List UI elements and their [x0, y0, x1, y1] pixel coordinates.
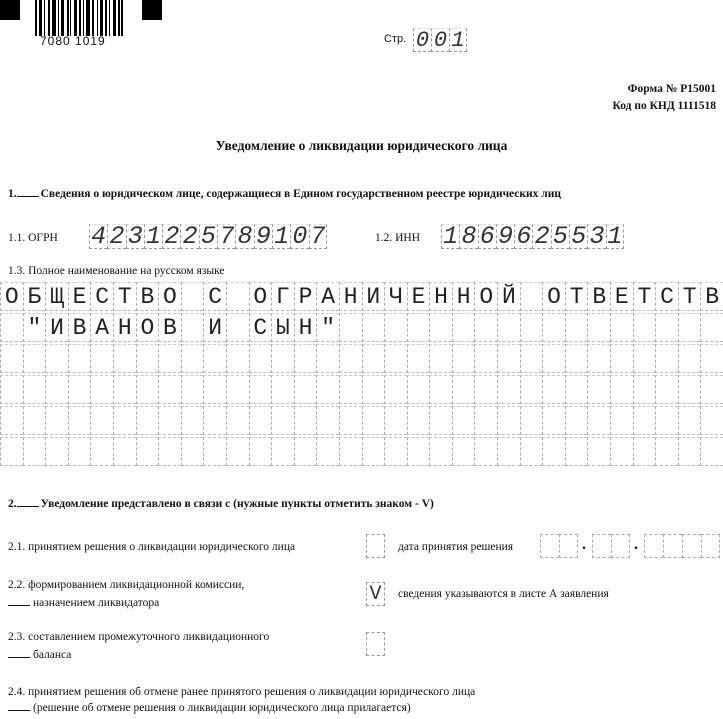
inn-cell — [478, 224, 496, 249]
name-char-cell — [678, 375, 701, 404]
name-char-cell — [700, 406, 723, 435]
name-char-cell — [520, 344, 543, 373]
name-char-cell — [68, 344, 91, 373]
name-char-cell — [271, 437, 294, 466]
name-char-cell — [700, 375, 723, 404]
name-char-cell — [565, 437, 588, 466]
item1-label: 2.1. принятием решения о ликвидации юридического лица — [8, 541, 296, 553]
name-char-cell — [68, 437, 91, 466]
name-char-cell — [655, 344, 678, 373]
name-char-cell — [271, 406, 294, 435]
name-char-cell — [520, 282, 543, 311]
name-char-cell — [610, 313, 633, 342]
fullname-line-2[interactable] — [0, 313, 723, 342]
corner-marker-left — [0, 0, 20, 20]
name-char-cell — [655, 375, 678, 404]
name-char-cell — [497, 313, 520, 342]
name-char-cell — [678, 437, 701, 466]
name-char-cell — [474, 406, 497, 435]
inn-cell — [459, 224, 477, 249]
name-char-cell — [113, 406, 136, 435]
name-char-cell: О — [136, 313, 159, 342]
inn-label: 1.2. ИНН — [375, 232, 421, 244]
ogrn-cell — [107, 224, 125, 249]
name-char-cell — [45, 375, 68, 404]
name-char-cell — [249, 344, 272, 373]
name-char-cell — [700, 313, 723, 342]
name-char-cell — [452, 437, 475, 466]
fullname-line-4[interactable] — [0, 375, 723, 404]
inn-cell — [606, 224, 624, 249]
decision-date-month[interactable] — [592, 534, 630, 558]
fullname-line-3[interactable] — [0, 344, 723, 373]
name-char-cell — [542, 375, 565, 404]
item2-label-line2-text: назначением ликвидатора — [33, 597, 160, 609]
ogrn-cell — [290, 224, 308, 249]
ogrn-cell — [272, 224, 290, 249]
name-char-cell: Н — [294, 313, 317, 342]
name-char-cell — [316, 375, 339, 404]
inn-digit: 3 — [589, 222, 605, 251]
name-char-cell — [429, 313, 452, 342]
name-char-cell — [339, 437, 362, 466]
name-char-cell — [452, 375, 475, 404]
item1-date-label: дата принятия решения — [398, 541, 514, 553]
name-char-cell — [474, 375, 497, 404]
section2-heading-text: Уведомление представлено в связи с (нужные пункты отметить знаком - V) — [40, 498, 434, 510]
name-char-cell — [384, 406, 407, 435]
item4-label-line1: 2.4. принятием решения об отмене ранее принятого решения о ликвидации юридического лица — [8, 686, 476, 698]
name-char-cell: " — [23, 313, 46, 342]
ogrn-digit: 5 — [200, 222, 216, 251]
name-char-cell: И — [45, 313, 68, 342]
name-char-cell: В — [68, 313, 91, 342]
ogrn-cell — [235, 224, 253, 249]
name-char-cell — [384, 375, 407, 404]
name-char-cell — [226, 344, 249, 373]
inn-cell — [587, 224, 605, 249]
name-char-cell — [610, 406, 633, 435]
item3-label-line2-text: баланса — [33, 649, 72, 661]
name-char-cell: С — [655, 282, 678, 311]
ogrn-digit: 1 — [146, 222, 162, 251]
name-char-cell — [407, 344, 430, 373]
name-char-cell — [181, 406, 204, 435]
page-number-digit: 1 — [451, 27, 465, 53]
name-char-cell: В — [700, 282, 723, 311]
name-char-cell — [587, 406, 610, 435]
name-char-cell: Ч — [384, 282, 407, 311]
ogrn-digit: 2 — [182, 222, 198, 251]
name-char-cell: Н — [452, 282, 475, 311]
item3-label-line1: 2.3. составлением промежуточного ликвидационного — [8, 631, 270, 643]
ogrn-cell — [144, 224, 162, 249]
name-char-cell — [474, 313, 497, 342]
name-char-cell — [497, 344, 520, 373]
name-char-cell — [271, 375, 294, 404]
inn-digit: 5 — [571, 222, 587, 251]
name-char-cell — [520, 375, 543, 404]
name-char-cell — [362, 437, 385, 466]
name-char-cell: Т — [678, 282, 701, 311]
name-char-cell — [113, 344, 136, 373]
name-char-cell: И — [362, 282, 385, 311]
name-char-cell — [610, 437, 633, 466]
inn-digit: 2 — [534, 222, 550, 251]
name-char-cell: О — [249, 282, 272, 311]
inn-digit: 9 — [498, 222, 514, 251]
name-char-cell — [316, 344, 339, 373]
name-char-cell: В — [158, 313, 181, 342]
inn-cell — [496, 224, 514, 249]
name-char-cell — [203, 344, 226, 373]
fullname-line-5[interactable] — [0, 406, 723, 435]
name-char-cell — [610, 375, 633, 404]
name-char-cell — [520, 406, 543, 435]
name-char-cell — [362, 344, 385, 373]
name-char-cell — [316, 406, 339, 435]
inn-cell — [532, 224, 550, 249]
name-char-cell: В — [587, 282, 610, 311]
name-char-cell — [587, 437, 610, 466]
name-char-cell — [429, 437, 452, 466]
inn-cell — [569, 224, 587, 249]
ogrn-cell — [199, 224, 217, 249]
name-char-cell — [203, 437, 226, 466]
name-char-cell — [339, 313, 362, 342]
item1-checkbox[interactable] — [366, 534, 385, 558]
name-char-cell — [565, 344, 588, 373]
name-char-cell — [294, 344, 317, 373]
name-char-cell — [700, 344, 723, 373]
name-char-cell — [633, 313, 656, 342]
name-char-cell — [226, 282, 249, 311]
name-char-cell — [0, 406, 23, 435]
name-char-cell — [271, 344, 294, 373]
name-char-cell — [542, 406, 565, 435]
name-char-cell — [90, 406, 113, 435]
item4-label-line2 — [8, 702, 411, 714]
name-char-cell — [497, 375, 520, 404]
item2-label-line2 — [8, 597, 159, 609]
name-char-cell — [655, 313, 678, 342]
ogrn-cell — [254, 224, 272, 249]
name-char-cell — [384, 437, 407, 466]
inn-digit: 5 — [552, 222, 568, 251]
name-char-cell — [678, 313, 701, 342]
decision-date-year[interactable] — [644, 534, 720, 558]
name-char-cell — [565, 375, 588, 404]
name-char-cell — [158, 406, 181, 435]
name-char-cell — [474, 437, 497, 466]
name-char-cell — [452, 344, 475, 373]
ogrn-cell — [162, 224, 180, 249]
page-number-cells — [413, 28, 467, 52]
name-char-cell — [542, 437, 565, 466]
name-char-cell — [23, 375, 46, 404]
ogrn-cell — [309, 224, 327, 249]
inn-field[interactable] — [441, 224, 624, 249]
name-char-cell — [136, 406, 159, 435]
ogrn-digit: 0 — [292, 222, 308, 251]
name-char-cell — [362, 406, 385, 435]
ogrn-cell — [180, 224, 198, 249]
name-char-cell — [542, 344, 565, 373]
name-char-cell: Н — [113, 313, 136, 342]
ogrn-cell — [217, 224, 235, 249]
name-char-cell: Й — [497, 282, 520, 311]
name-char-cell — [181, 437, 204, 466]
name-char-cell — [678, 406, 701, 435]
item2-checkbox[interactable] — [366, 582, 385, 606]
name-char-cell — [136, 344, 159, 373]
page-title: Уведомление о ликвидации юридического лица — [215, 138, 508, 153]
name-char-cell — [45, 437, 68, 466]
name-char-cell — [678, 344, 701, 373]
name-char-cell — [294, 437, 317, 466]
name-char-cell — [90, 437, 113, 466]
name-char-cell: С — [203, 282, 226, 311]
name-char-cell — [700, 437, 723, 466]
name-char-cell — [226, 313, 249, 342]
decision-date-day[interactable] — [540, 534, 578, 558]
name-char-cell: Т — [565, 282, 588, 311]
name-char-cell — [407, 406, 430, 435]
name-char-cell — [520, 313, 543, 342]
name-char-cell — [23, 437, 46, 466]
name-char-cell — [181, 282, 204, 311]
name-char-cell — [294, 375, 317, 404]
ogrn-digit: 1 — [274, 222, 290, 251]
ogrn-digit: 9 — [255, 222, 271, 251]
name-char-cell — [362, 375, 385, 404]
ogrn-digit: 7 — [219, 222, 235, 251]
inn-cell — [441, 224, 459, 249]
name-char-cell — [520, 437, 543, 466]
name-char-cell: Е — [610, 282, 633, 311]
name-char-cell — [23, 344, 46, 373]
inn-digit: 1 — [443, 222, 459, 251]
name-char-cell — [407, 313, 430, 342]
name-char-cell: И — [203, 313, 226, 342]
name-char-cell: О — [474, 282, 497, 311]
name-char-cell: Р — [294, 282, 317, 311]
date-separator: . — [634, 536, 638, 553]
item2-note: сведения указываются в листе А заявления — [398, 588, 609, 600]
inn-digit: 8 — [461, 222, 477, 251]
name-char-cell: О — [542, 282, 565, 311]
name-char-cell — [542, 313, 565, 342]
inn-digit: 6 — [516, 222, 532, 251]
name-char-cell: Б — [23, 282, 46, 311]
inn-cell — [514, 224, 532, 249]
name-char-cell — [587, 344, 610, 373]
name-char-cell — [587, 313, 610, 342]
name-char-cell — [633, 437, 656, 466]
name-char-cell — [249, 375, 272, 404]
name-char-cell — [181, 375, 204, 404]
name-char-cell — [565, 406, 588, 435]
name-char-cell — [429, 375, 452, 404]
name-char-cell — [339, 375, 362, 404]
name-char-cell — [203, 375, 226, 404]
name-char-cell: Т — [113, 282, 136, 311]
barcode-number: 7080 1019 — [40, 34, 106, 48]
name-char-cell — [384, 313, 407, 342]
fullname-line-1[interactable] — [0, 282, 723, 311]
name-char-cell — [158, 437, 181, 466]
ogrn-digit: 4 — [91, 222, 107, 251]
name-char-cell — [68, 375, 91, 404]
inn-digit: 1 — [607, 222, 623, 251]
name-char-cell — [429, 406, 452, 435]
name-char-cell — [452, 406, 475, 435]
name-char-cell — [407, 375, 430, 404]
name-char-cell — [497, 437, 520, 466]
section1-heading — [8, 188, 561, 200]
name-char-cell — [113, 437, 136, 466]
ogrn-digit: 2 — [109, 222, 125, 251]
section1-heading-text: Сведения о юридическом лице, содержащиеся в Едином государственном реестре юридических лиц — [40, 188, 561, 200]
name-char-cell — [158, 344, 181, 373]
name-char-cell — [0, 344, 23, 373]
inn-cell — [551, 224, 569, 249]
name-char-cell — [565, 313, 588, 342]
page-number-digit: 0 — [433, 27, 448, 53]
name-char-cell — [68, 406, 91, 435]
name-char-cell — [90, 344, 113, 373]
fullname-line-6[interactable] — [0, 437, 723, 466]
name-char-cell: О — [0, 282, 23, 311]
inn-digit: 6 — [479, 222, 495, 251]
name-char-cell — [294, 406, 317, 435]
name-char-cell: А — [316, 282, 339, 311]
name-char-cell — [226, 406, 249, 435]
name-char-cell — [474, 344, 497, 373]
name-char-cell — [226, 437, 249, 466]
name-char-cell — [384, 344, 407, 373]
name-char-cell — [452, 313, 475, 342]
name-char-cell — [362, 313, 385, 342]
item2-check-mark: V — [369, 582, 382, 606]
name-char-cell — [226, 375, 249, 404]
barcode — [35, 0, 133, 36]
name-char-cell — [316, 437, 339, 466]
page-label: Стр. — [384, 33, 407, 45]
name-char-cell: В — [136, 282, 159, 311]
fullname-label: 1.3. Полное наименование на русском языке — [8, 265, 225, 277]
name-char-cell — [113, 375, 136, 404]
ogrn-digit: 7 — [310, 222, 326, 251]
name-char-cell: С — [249, 313, 272, 342]
ogrn-digit: 8 — [237, 222, 253, 251]
name-char-cell: " — [316, 313, 339, 342]
section2-number: 2. — [8, 498, 17, 510]
name-char-cell — [181, 344, 204, 373]
ogrn-label: 1.1. ОГРН — [8, 232, 58, 244]
name-char-cell — [633, 375, 656, 404]
name-char-cell — [407, 437, 430, 466]
name-char-cell — [339, 344, 362, 373]
knd-code: Код по КНД 1111518 — [612, 100, 716, 112]
name-char-cell — [633, 406, 656, 435]
name-char-cell — [158, 375, 181, 404]
page-number-cell — [449, 28, 467, 52]
section2-heading — [8, 498, 434, 510]
corner-marker-right — [142, 0, 162, 20]
name-char-cell — [90, 375, 113, 404]
name-char-cell — [587, 375, 610, 404]
name-char-cell — [429, 344, 452, 373]
name-char-cell — [136, 437, 159, 466]
name-char-cell — [497, 406, 520, 435]
ogrn-cell — [89, 224, 107, 249]
name-char-cell: Е — [68, 282, 91, 311]
name-char-cell: О — [158, 282, 181, 311]
name-char-cell: Щ — [45, 282, 68, 311]
name-char-cell — [655, 437, 678, 466]
name-char-cell — [45, 406, 68, 435]
name-char-cell: Ы — [271, 313, 294, 342]
name-char-cell — [181, 313, 204, 342]
name-char-cell — [23, 406, 46, 435]
item4-label-line2-text: (решение об отмене решения о ликвидации юридического лица прилагается) — [33, 702, 411, 714]
name-char-cell — [655, 406, 678, 435]
ogrn-field[interactable] — [89, 224, 327, 249]
name-char-cell — [249, 437, 272, 466]
name-char-cell: С — [90, 282, 113, 311]
name-char-cell: Н — [429, 282, 452, 311]
item3-checkbox[interactable] — [366, 632, 385, 656]
name-char-cell: Н — [339, 282, 362, 311]
name-char-cell: Г — [271, 282, 294, 311]
name-char-cell — [339, 406, 362, 435]
form-number: Форма № Р15001 — [627, 83, 716, 95]
page-number-digit: 0 — [415, 27, 430, 53]
ogrn-cell — [126, 224, 144, 249]
page-number-cell — [431, 28, 449, 52]
name-char-cell — [0, 313, 23, 342]
item2-label-line1: 2.2. формированием ликвидационной комиссии, — [8, 579, 245, 591]
name-char-cell — [610, 344, 633, 373]
name-char-cell: Т — [633, 282, 656, 311]
name-char-cell: А — [90, 313, 113, 342]
date-separator: . — [582, 536, 586, 553]
section1-number: 1. — [8, 188, 17, 200]
name-char-cell — [203, 406, 226, 435]
name-char-cell — [0, 437, 23, 466]
name-char-cell — [633, 344, 656, 373]
name-char-cell: Е — [407, 282, 430, 311]
name-char-cell — [0, 375, 23, 404]
name-char-cell — [249, 406, 272, 435]
name-char-cell — [136, 375, 159, 404]
item3-label-line2 — [8, 649, 71, 661]
page-number-cell — [413, 28, 431, 52]
ogrn-digit: 3 — [127, 222, 143, 251]
ogrn-digit: 2 — [164, 222, 180, 251]
name-char-cell — [45, 344, 68, 373]
